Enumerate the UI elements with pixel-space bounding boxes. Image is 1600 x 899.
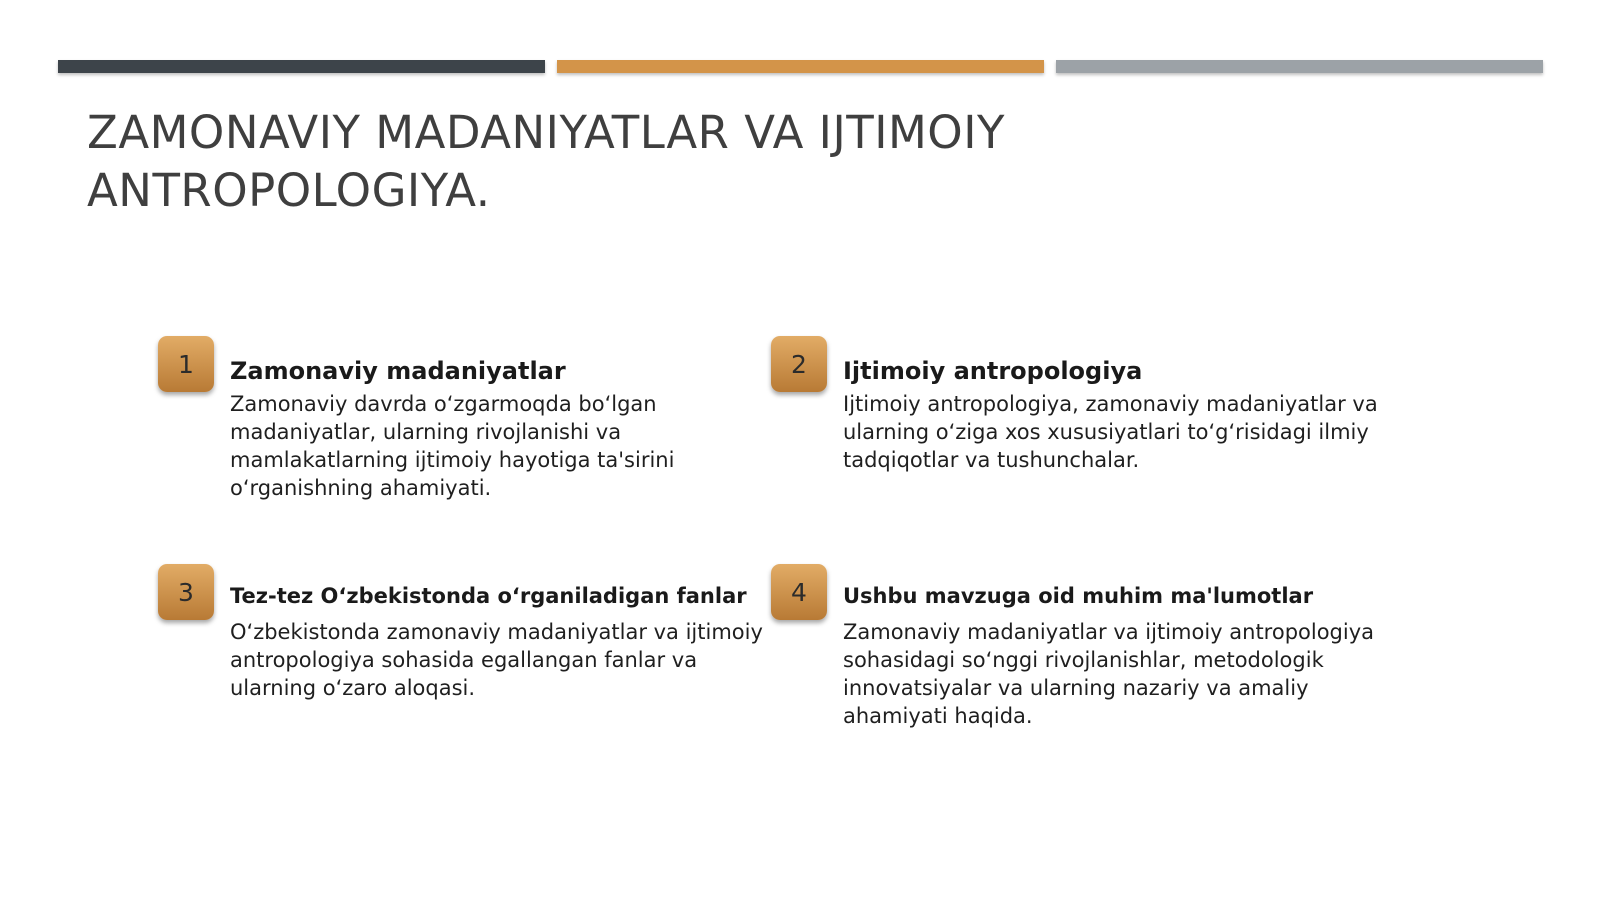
slide-title: ZAMONAVIY MADANIYATLAR VA IJTIMOIY ANTROPOLOGIYA. [87, 106, 1005, 217]
number-badge: 1 [158, 336, 214, 392]
item-description: O‘zbekistonda zamonaviy madaniyatlar va ijtimoiy antropologiya sohasida egallangan fanlar va ularning o‘zaro aloqasi. [230, 620, 763, 700]
number-badge: 3 [158, 564, 214, 620]
number-badge: 4 [771, 564, 827, 620]
item-heading: Ushbu mavzuga oid muhim ma'lumotlar [843, 584, 1314, 608]
decorative-bar-dark [58, 60, 545, 73]
decorative-bar-light [1056, 60, 1543, 73]
item-description: Ijtimoiy antropologiya, zamonaviy madaniyatlar va ularning o‘ziga xos xususiyatlari to‘g‘risidagi ilmiy tadqiqotlar va tushunchalar. [843, 392, 1378, 472]
item-description: Zamonaviy davrda o‘zgarmoqda bo‘lgan madaniyatlar, ularning rivojlanishi va mamlakatlarning ijtimoiy hayotiga ta'sirini o‘rganishning ahamiyati. [230, 392, 675, 500]
item-heading: Ijtimoiy antropologiya [843, 357, 1143, 385]
decorative-bar-accent [557, 60, 1044, 73]
number-badge: 2 [771, 336, 827, 392]
item-description: Zamonaviy madaniyatlar va ijtimoiy antropologiya sohasidagi so‘nggi rivojlanishlar, metodologik innovatsiyalar va ularning nazariy va amaliy ahamiyati haqida. [843, 620, 1375, 728]
item-heading: Tez-tez O‘zbekistonda o‘rganiladigan fanlar [230, 584, 747, 608]
item-heading: Zamonaviy madaniyatlar [230, 357, 566, 385]
